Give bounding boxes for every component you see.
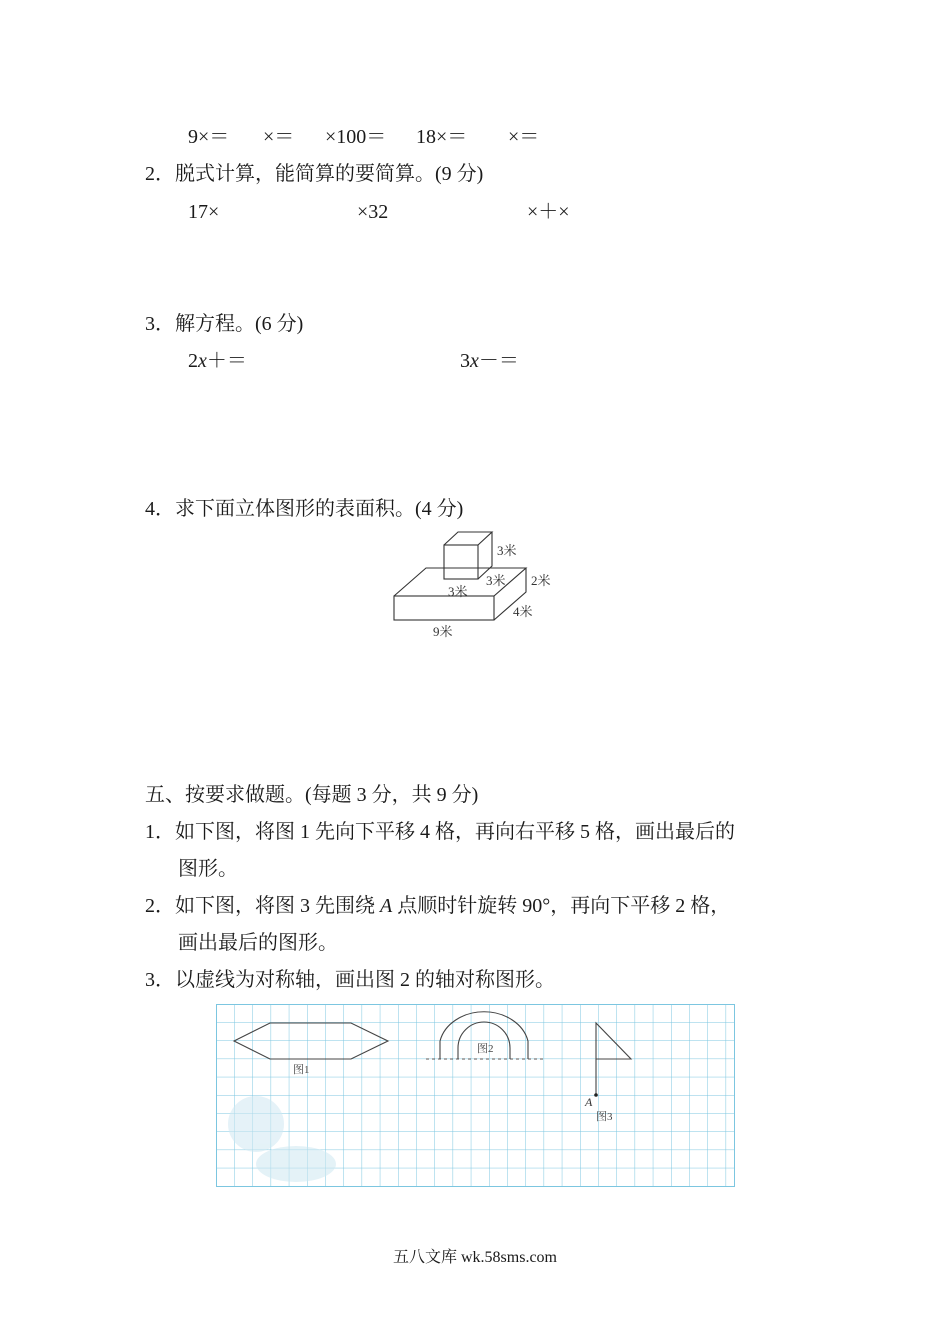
point-a-label: A [585, 1095, 593, 1109]
label-base-height: 2米 [531, 573, 551, 588]
q1-expr-2: ×＝ [263, 126, 295, 148]
label-base-depth: 4米 [513, 604, 533, 619]
cube-top-face [444, 532, 492, 545]
q1-expr-5: ×＝ [508, 126, 540, 148]
q1-expr-4: 18×＝ [416, 126, 468, 148]
figure2-label: 图2 [477, 1043, 494, 1055]
label-cube-height: 3米 [497, 543, 517, 558]
s5-problem2-line1: 2．如下图，将图 3 先围绕 A 点顺时针旋转 90°，再向下平移 2 格， [145, 895, 731, 917]
q2-expr-3: ×＋× [527, 201, 570, 223]
q1-expr-3: ×100＝ [325, 126, 387, 148]
q3-equation-1: 2x＋＝ [188, 350, 247, 372]
s5-problem2-line2: 画出最后的图形。 [178, 932, 338, 954]
solid-figure [380, 528, 570, 643]
q1-expr-1: 9×＝ [188, 126, 230, 148]
s5-problem3: 3．以虚线为对称轴，画出图 2 的轴对称图形。 [145, 969, 555, 991]
figure1-label: 图1 [293, 1064, 310, 1076]
q2-title: 2．脱式计算，能简算的要简算。(9 分) [145, 163, 484, 185]
label-base-width: 9米 [433, 624, 453, 639]
figure3-label: 图3 [596, 1111, 613, 1123]
grid-figure [216, 1004, 735, 1187]
footer-watermark: 五八文库 wk.58sms.com [392, 1249, 557, 1266]
s5-problem1-line1: 1．如下图，将图 1 先向下平移 4 格，再向右平移 5 格，画出最后的 [145, 821, 735, 843]
q4-title: 4．求下面立体图形的表面积。(4 分) [145, 498, 464, 520]
base-front-face [394, 596, 494, 620]
point-a-dot [594, 1093, 598, 1097]
section5-title: 五、按要求做题。(每题 3 分，共 9 分) [145, 784, 479, 806]
q2-expr-2: ×32 [357, 201, 389, 223]
cube-front-face [444, 545, 478, 579]
q3-title: 3．解方程。(6 分) [145, 313, 304, 335]
label-cube-depth: 3米 [486, 573, 506, 588]
s5-problem1-line2: 图形。 [178, 858, 238, 880]
label-cube-width: 3米 [448, 584, 468, 599]
q3-equation-2: 3x－＝ [460, 350, 519, 372]
q2-expr-1: 17× [188, 201, 220, 223]
